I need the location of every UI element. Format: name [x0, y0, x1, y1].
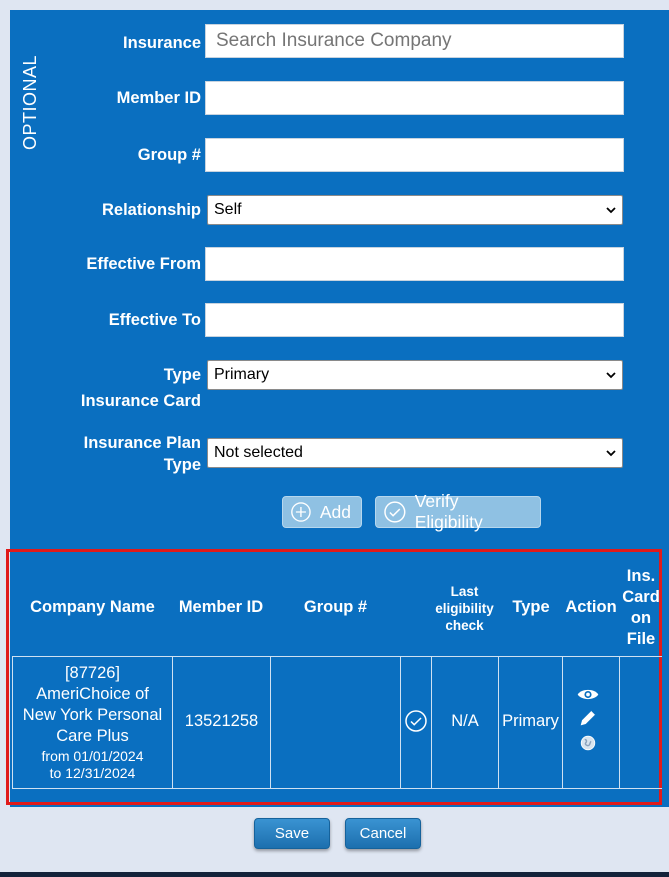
company-name-line: Care Plus [56, 727, 129, 745]
row-divider [12, 656, 662, 657]
add-button[interactable] [282, 496, 362, 528]
effective-to-date: to 12/31/2024 [49, 765, 136, 781]
member-id-input[interactable] [205, 81, 624, 115]
group-input[interactable] [205, 138, 624, 172]
add-button-label: Add [319, 501, 351, 522]
insurance-card-label: Insurance Card [80, 392, 201, 410]
effective-from-date: from 01/01/2024 [41, 748, 144, 764]
group-label: Group # [137, 146, 201, 164]
company-name-line: AmeriChoice of [36, 685, 149, 703]
header-type: Type [512, 598, 550, 616]
header-card-3: on [630, 609, 652, 627]
verify-eligibility-label: Verify Eligibility [414, 491, 483, 532]
relationship-label: Relationship [101, 201, 201, 219]
header-last-check-3: check [445, 618, 484, 633]
globe-icon[interactable] [580, 735, 596, 751]
bottom-bar [0, 872, 669, 877]
effective-from-label: Effective From [86, 255, 201, 273]
effective-to-input[interactable] [205, 303, 624, 337]
insurance-search-input[interactable] [205, 24, 624, 58]
save-button-label: Save [274, 825, 310, 842]
header-card-4: File [626, 630, 656, 648]
effective-to-label: Effective To [108, 311, 201, 329]
save-button[interactable] [254, 818, 330, 849]
plan-type-label: Insurance Plan [83, 434, 201, 452]
header-company-name: Company Name [30, 598, 155, 616]
type-value: Primary [214, 366, 270, 383]
last-check-value: N/A [451, 712, 479, 730]
column-divider [400, 656, 401, 789]
header-card-2: Card [622, 588, 660, 606]
eye-icon[interactable] [576, 687, 600, 702]
header-action: Action [565, 598, 617, 616]
plus-circle-icon [290, 500, 312, 524]
header-member-id: Member ID [178, 598, 264, 616]
header-card-1: Ins. [626, 567, 656, 585]
member-id-value: 13521258 [184, 712, 259, 730]
header-last-check-2: eligibility [435, 601, 494, 616]
chevron-down-icon [606, 205, 616, 215]
plan-type-label-2: Type [163, 456, 201, 474]
company-name-line: New York Personal [22, 706, 163, 724]
column-divider [619, 656, 620, 789]
cancel-button[interactable] [345, 818, 421, 849]
header-group: Group # [303, 598, 368, 616]
plan-type-value: Not selected [214, 444, 303, 461]
type-label: Type [163, 366, 201, 384]
chevron-down-icon [606, 370, 616, 380]
type-select[interactable] [207, 360, 623, 390]
column-divider [270, 656, 271, 789]
relationship-select[interactable] [207, 195, 623, 225]
header-last-check-1: Last [450, 584, 479, 599]
check-circle-icon [404, 709, 428, 733]
company-id: [87726] [64, 664, 121, 682]
column-divider [562, 656, 563, 789]
chevron-down-icon [606, 448, 616, 458]
type-value-cell: Primary [502, 712, 559, 730]
cancel-button-label: Cancel [359, 825, 407, 842]
insurance-label: Insurance [123, 34, 201, 52]
pencil-icon[interactable] [577, 707, 599, 729]
check-circle-icon [383, 500, 407, 524]
plan-type-select[interactable] [207, 438, 623, 468]
relationship-value: Self [214, 201, 242, 218]
member-id-label: Member ID [116, 89, 201, 107]
row-divider [12, 788, 662, 789]
effective-from-input[interactable] [205, 247, 624, 281]
section-label: OPTIONAL [20, 54, 40, 150]
verify-eligibility-button[interactable] [375, 491, 541, 532]
